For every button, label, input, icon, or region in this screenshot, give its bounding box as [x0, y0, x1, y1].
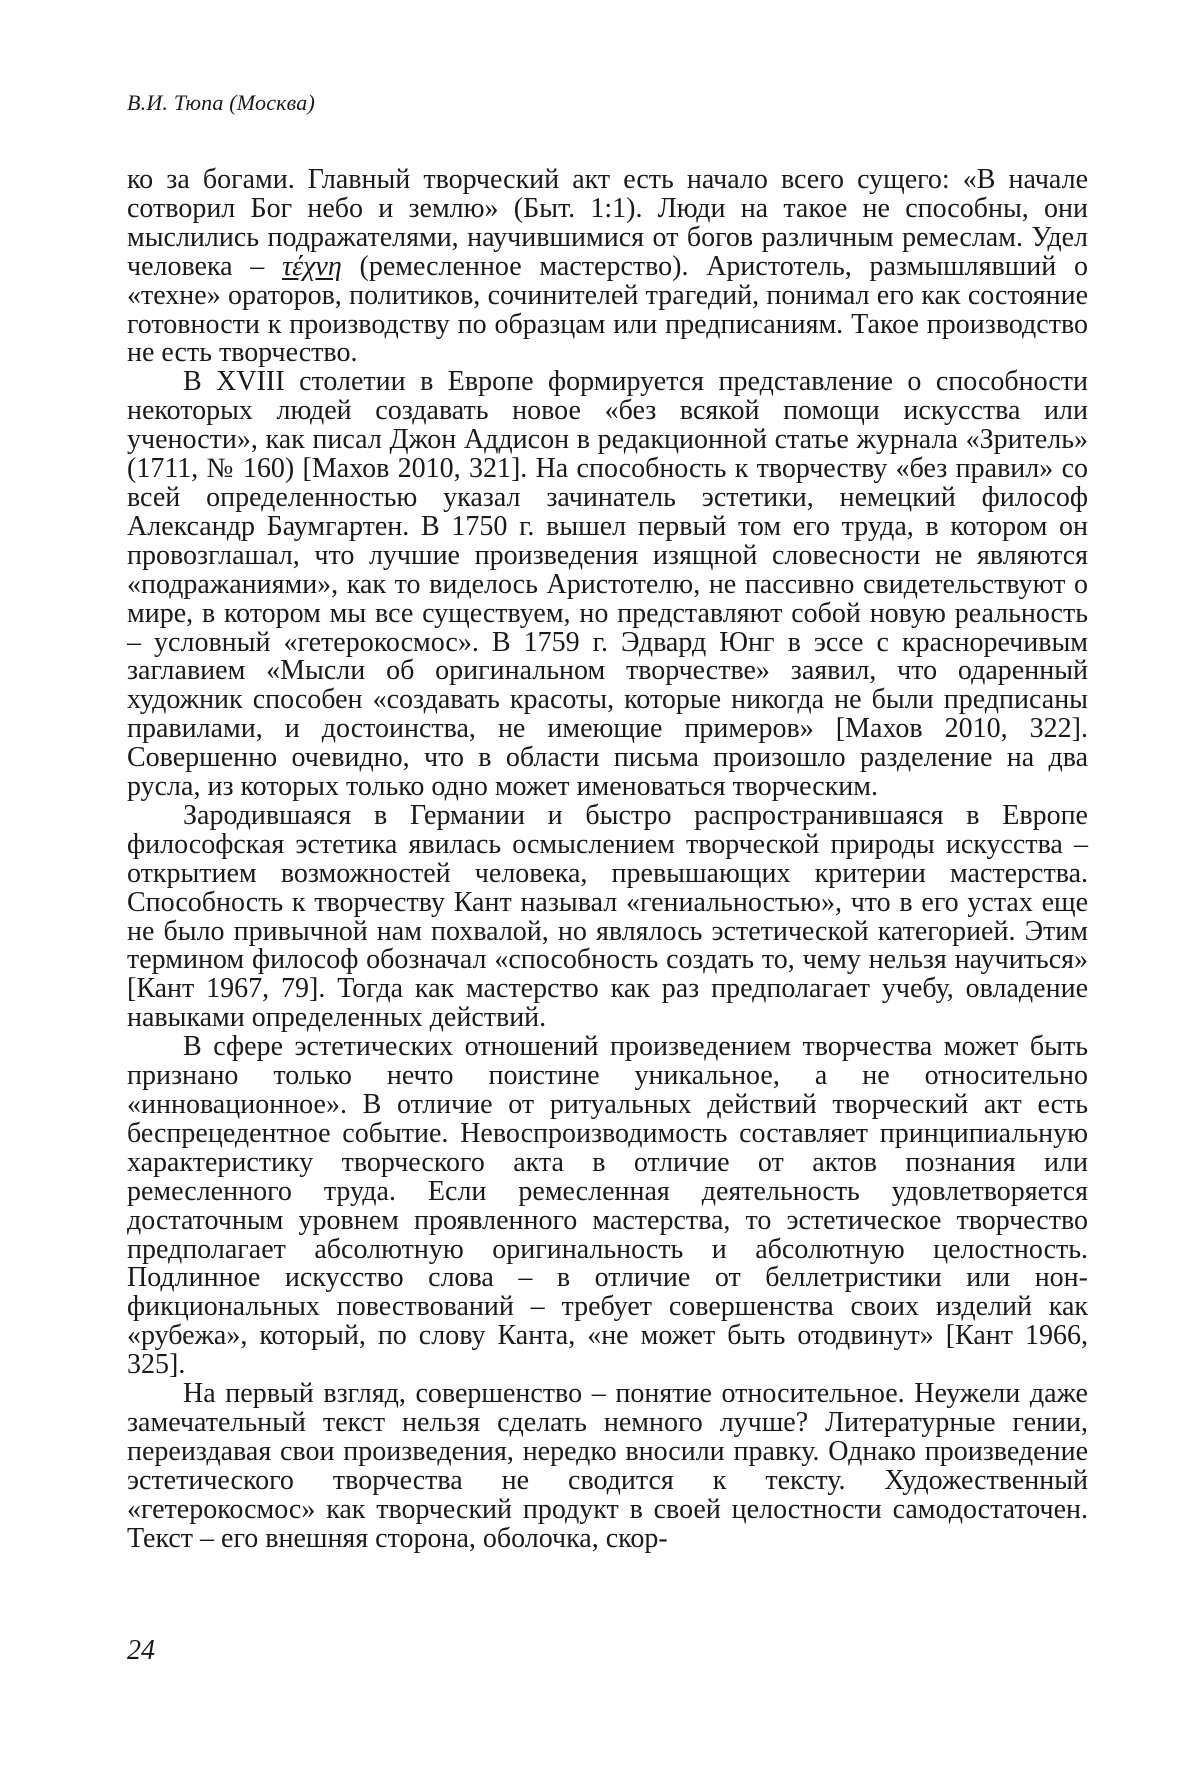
paragraph-1-end: (ремесленное мастерство). Аристотель, размышлявший о «техне» ораторов, политиков, сочинителей трагедий, понимал его как состояние готовности к производству по образцам или предписаниям. Такое производство не есть творчество.	[127, 251, 1088, 369]
paragraph-1	[127, 166, 1088, 368]
body-text	[127, 166, 1088, 1554]
paragraph-5: На первый взгляд, совершенство – понятие относительное. Неужели даже замечательный текст нельзя сделать немного лучше? Литературные гении, переиздавая свои произведения, нередко вносили правку. Однако произведение эстетического творчества не сводится к тексту. Художественный «гетерокосмос» как творческий продукт в своей целостности самодостаточен. Текст – его внешняя сторона, оболочка, скор-	[127, 1380, 1088, 1553]
paragraph-4: В сфере эстетических отношений произведением творчества может быть признано только нечто поистине уникальное, а не относительно «инновационное». В отличие от ритуальных действий творческий акт есть беспрецедентное событие. Невоспроизводимость составляет принципиальную характеристику творческого акта в отличие от актов познания или ремесленного труда. Если ремесленная деятельность удовлетворяется достаточным уровнем проявленного мастерства, то эстетическое творчество предполагает абсолютную оригинальность и абсолютную целостность. Подлинное искусство слова – в отличие от беллетристики или нон-фикциональных повествований – требует совершенства своих изделий как «рубежа», который, по слову Канта, «не может быть отодвинут» [Кант 1966, 325].	[127, 1033, 1088, 1380]
running-head: В.И. Тюпа (Москва)	[127, 90, 315, 116]
page-number: 24	[127, 1635, 155, 1667]
paragraph-1-start: ко за богами. Главный творческий акт есть начало всего сущего: «В начале сотворил Бог небо и землю» (Быт. 1:1). Люди на такое не способны, они мыслились подражателями, научившимися от богов различным ремеслам. Удел человека –	[127, 164, 1088, 282]
paragraph-3: Зародившаяся в Германии и быстро распространившаяся в Европе философская эстетика явилась осмыслением творческой природы искусства – открытием возможностей человека, превышающих критерии мастерства. Способность к творчеству Кант называл «гениальностью», что в его устах еще не было привычной нам похвалой, но являлось эстетической категорией. Этим термином философ обозначал «способность создать то, чему нельзя научиться» [Кант 1967, 79]. Тогда как мастерство как раз предполагает учебу, овладение навыками определенных действий.	[127, 802, 1088, 1033]
document-page	[0, 0, 1200, 1784]
greek-term: τέχνη	[282, 251, 342, 282]
paragraph-2: В XVIII столетии в Европе формируется представление о способности некоторых людей создавать новое «без всякой помощи искусства или учености», как писал Джон Аддисон в редакционной статье журнала «Зритель» (1711, № 160) [Махов 2010, 321]. На способность к творчеству «без правил» со всей определенностью указал зачинатель эстетики, немецкий философ Александр Баумгартен. В 1750 г. вышел первый том его труда, в котором он провозглашал, что лучшие произведения изящной словесности не являются «подражаниями», как то виделось Аристотелю, не пассивно свидетельствуют о мире, в котором мы все существуем, но представляют собой новую реальность – условный «гетерокосмос». В 1759 г. Эдвард Юнг в эссе с красноречивым заглавием «Мысли об оригинальном творчестве» заявил, что одаренный художник способен «создавать красоты, которые никогда не были предписаны правилами, и достоинства, не имеющие примеров» [Махов 2010, 322]. Совершенно очевидно, что в области письма произошло разделение на два русла, из которых только одно может именоваться творческим.	[127, 368, 1088, 802]
